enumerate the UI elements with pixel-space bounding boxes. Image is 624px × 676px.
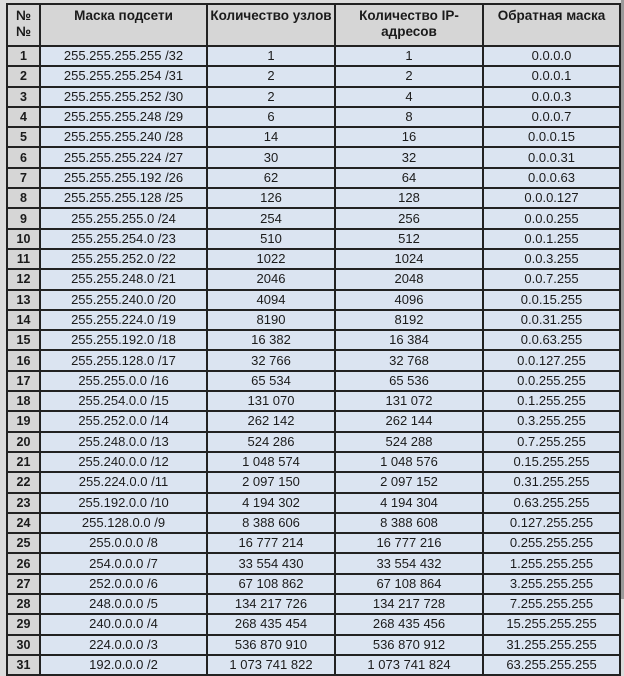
- wildcard-mask-cell: 0.0.1.255: [483, 229, 620, 249]
- subnet-mask-cell: 255.255.255.252 /30: [40, 87, 207, 107]
- subnet-mask-cell: 248.0.0.0 /5: [40, 594, 207, 614]
- table-row: [7, 208, 620, 228]
- hosts-count-cell: 2: [207, 87, 335, 107]
- wildcard-mask-cell: 0.15.255.255: [483, 452, 620, 472]
- hosts-count-cell: 262 142: [207, 411, 335, 431]
- wildcard-mask-cell: 0.0.255.255: [483, 371, 620, 391]
- table-row: [7, 188, 620, 208]
- table-row: [7, 411, 620, 431]
- row-number-cell: 12: [7, 269, 40, 289]
- hosts-count-cell: 131 070: [207, 391, 335, 411]
- wildcard-mask-cell: 0.0.0.0: [483, 46, 620, 66]
- subnet-mask-cell: 224.0.0.0 /3: [40, 635, 207, 655]
- table-row: [7, 655, 620, 675]
- subnet-mask-cell: 255.255.255.128 /25: [40, 188, 207, 208]
- ip-count-cell: 33 554 432: [335, 553, 483, 573]
- subnet-mask-cell: 255.240.0.0 /12: [40, 452, 207, 472]
- header-row: [7, 4, 620, 46]
- subnet-mask-cell: 255.224.0.0 /11: [40, 472, 207, 492]
- row-number-cell: 1: [7, 46, 40, 66]
- ip-count-cell: 2048: [335, 269, 483, 289]
- row-number-cell: 18: [7, 391, 40, 411]
- row-number-cell: 17: [7, 371, 40, 391]
- wildcard-mask-cell: 0.0.0.3: [483, 87, 620, 107]
- row-number-cell: 28: [7, 594, 40, 614]
- row-number-cell: 29: [7, 614, 40, 634]
- table-row: [7, 269, 620, 289]
- ip-count-cell: 512: [335, 229, 483, 249]
- table-row: [7, 66, 620, 86]
- wildcard-mask-cell: 31.255.255.255: [483, 635, 620, 655]
- ip-count-cell: 131 072: [335, 391, 483, 411]
- ip-count-cell: 256: [335, 208, 483, 228]
- table-row: [7, 229, 620, 249]
- row-number-cell: 6: [7, 147, 40, 167]
- subnet-mask-cell: 255.0.0.0 /8: [40, 533, 207, 553]
- ip-count-cell: 16 384: [335, 330, 483, 350]
- wildcard-mask-cell: 0.0.127.255: [483, 350, 620, 370]
- table-row: [7, 614, 620, 634]
- table-row: [7, 46, 620, 66]
- wildcard-mask-cell: 0.0.3.255: [483, 249, 620, 269]
- ip-count-cell: 1: [335, 46, 483, 66]
- table-row: [7, 432, 620, 452]
- row-number-cell: 7: [7, 168, 40, 188]
- ip-count-cell: 67 108 864: [335, 574, 483, 594]
- row-number-cell: 15: [7, 330, 40, 350]
- wildcard-mask-cell: 0.0.0.255: [483, 208, 620, 228]
- hosts-count-cell: 126: [207, 188, 335, 208]
- subnet-mask-cell: 255.255.254.0 /23: [40, 229, 207, 249]
- row-number-cell: 23: [7, 493, 40, 513]
- subnet-mask-cell: 255.254.0.0 /15: [40, 391, 207, 411]
- hosts-count-cell: 32 766: [207, 350, 335, 370]
- subnet-mask-cell: 255.192.0.0 /10: [40, 493, 207, 513]
- table-row: [7, 330, 620, 350]
- hosts-count-cell: 14: [207, 127, 335, 147]
- wildcard-mask-cell: 0.31.255.255: [483, 472, 620, 492]
- row-number-cell: 26: [7, 553, 40, 573]
- ip-count-cell: 262 144: [335, 411, 483, 431]
- subnet-mask-cell: 255.255.255.248 /29: [40, 107, 207, 127]
- subnet-mask-cell: 255.255.255.254 /31: [40, 66, 207, 86]
- wildcard-mask-cell: 0.0.0.63: [483, 168, 620, 188]
- ip-count-cell: 32: [335, 147, 483, 167]
- col-header-row-number: №№: [7, 4, 40, 46]
- row-number-cell: 4: [7, 107, 40, 127]
- hosts-count-cell: 30: [207, 147, 335, 167]
- subnet-mask-cell: 255.255.248.0 /21: [40, 269, 207, 289]
- row-number-cell: 27: [7, 574, 40, 594]
- wildcard-mask-cell: 0.0.7.255: [483, 269, 620, 289]
- ip-count-cell: 2 097 152: [335, 472, 483, 492]
- hosts-count-cell: 16 777 214: [207, 533, 335, 553]
- table-row: [7, 391, 620, 411]
- ip-count-cell: 65 536: [335, 371, 483, 391]
- wildcard-mask-cell: 0.63.255.255: [483, 493, 620, 513]
- table-row: [7, 147, 620, 167]
- row-number-cell: 19: [7, 411, 40, 431]
- row-number-cell: 9: [7, 208, 40, 228]
- hosts-count-cell: 65 534: [207, 371, 335, 391]
- ip-count-cell: 8192: [335, 310, 483, 330]
- row-number-cell: 20: [7, 432, 40, 452]
- table-row: [7, 249, 620, 269]
- ip-count-cell: 32 768: [335, 350, 483, 370]
- table-row: [7, 87, 620, 107]
- wildcard-mask-cell: 63.255.255.255: [483, 655, 620, 675]
- table-row: [7, 472, 620, 492]
- row-number-cell: 22: [7, 472, 40, 492]
- subnet-mask-cell: 255.255.255.255 /32: [40, 46, 207, 66]
- ip-count-cell: 536 870 912: [335, 635, 483, 655]
- hosts-count-cell: 8 388 606: [207, 513, 335, 533]
- subnet-mask-cell: 255.255.255.0 /24: [40, 208, 207, 228]
- ip-count-cell: 8 388 608: [335, 513, 483, 533]
- table-row: [7, 574, 620, 594]
- ip-count-cell: 16: [335, 127, 483, 147]
- table-row: [7, 493, 620, 513]
- hosts-count-cell: 1022: [207, 249, 335, 269]
- table-row: [7, 513, 620, 533]
- wildcard-mask-cell: 0.3.255.255: [483, 411, 620, 431]
- wildcard-mask-cell: 0.0.0.7: [483, 107, 620, 127]
- subnet-mask-table: [6, 3, 621, 676]
- wildcard-mask-cell: 3.255.255.255: [483, 574, 620, 594]
- subnet-mask-cell: 192.0.0.0 /2: [40, 655, 207, 675]
- hosts-count-cell: 2: [207, 66, 335, 86]
- wildcard-mask-cell: 0.0.0.15: [483, 127, 620, 147]
- wildcard-mask-cell: 0.0.0.31: [483, 147, 620, 167]
- table-row: [7, 635, 620, 655]
- hosts-count-cell: 16 382: [207, 330, 335, 350]
- subnet-mask-cell: 255.128.0.0 /9: [40, 513, 207, 533]
- table-header: [7, 4, 620, 46]
- wildcard-mask-cell: 0.0.63.255: [483, 330, 620, 350]
- table-row: [7, 594, 620, 614]
- subnet-mask-cell: 255.255.192.0 /18: [40, 330, 207, 350]
- row-number-cell: 13: [7, 290, 40, 310]
- table-row: [7, 168, 620, 188]
- col-header-wildcard-mask: Обратная маска: [483, 4, 620, 46]
- ip-count-cell: 16 777 216: [335, 533, 483, 553]
- wildcard-mask-cell: 7.255.255.255: [483, 594, 620, 614]
- wildcard-mask-cell: 0.7.255.255: [483, 432, 620, 452]
- table-row: [7, 533, 620, 553]
- col-header-hosts-count: Количество узлов: [207, 4, 335, 46]
- hosts-count-cell: 1 048 574: [207, 452, 335, 472]
- hosts-count-cell: 1 073 741 822: [207, 655, 335, 675]
- subnet-mask-cell: 255.255.0.0 /16: [40, 371, 207, 391]
- ip-count-cell: 4 194 304: [335, 493, 483, 513]
- wildcard-mask-cell: 0.255.255.255: [483, 533, 620, 553]
- hosts-count-cell: 6: [207, 107, 335, 127]
- row-number-cell: 16: [7, 350, 40, 370]
- row-number-cell: 8: [7, 188, 40, 208]
- subnet-mask-cell: 255.255.240.0 /20: [40, 290, 207, 310]
- subnet-mask-cell: 255.255.252.0 /22: [40, 249, 207, 269]
- wildcard-mask-cell: 0.127.255.255: [483, 513, 620, 533]
- ip-count-cell: 1 048 576: [335, 452, 483, 472]
- ip-count-cell: 128: [335, 188, 483, 208]
- table-row: [7, 553, 620, 573]
- col-header-ip-count: Количество IP-адресов: [335, 4, 483, 46]
- table-row: [7, 452, 620, 472]
- row-number-cell: 5: [7, 127, 40, 147]
- wildcard-mask-cell: 0.0.15.255: [483, 290, 620, 310]
- ip-count-cell: 524 288: [335, 432, 483, 452]
- ip-count-cell: 1 073 741 824: [335, 655, 483, 675]
- hosts-count-cell: 510: [207, 229, 335, 249]
- wildcard-mask-cell: 0.0.31.255: [483, 310, 620, 330]
- ip-count-cell: 1024: [335, 249, 483, 269]
- hosts-count-cell: 4 194 302: [207, 493, 335, 513]
- subnet-mask-cell: 254.0.0.0 /7: [40, 553, 207, 573]
- hosts-count-cell: 67 108 862: [207, 574, 335, 594]
- subnet-mask-cell: 255.255.128.0 /17: [40, 350, 207, 370]
- table-row: [7, 290, 620, 310]
- hosts-count-cell: 134 217 726: [207, 594, 335, 614]
- hosts-count-cell: 62: [207, 168, 335, 188]
- hosts-count-cell: 268 435 454: [207, 614, 335, 634]
- subnet-mask-cell: 240.0.0.0 /4: [40, 614, 207, 634]
- hosts-count-cell: 8190: [207, 310, 335, 330]
- table-row: [7, 107, 620, 127]
- subnet-mask-cell: 255.255.255.192 /26: [40, 168, 207, 188]
- table-row: [7, 371, 620, 391]
- row-number-cell: 30: [7, 635, 40, 655]
- row-number-cell: 2: [7, 66, 40, 86]
- row-number-cell: 14: [7, 310, 40, 330]
- wildcard-mask-cell: 1.255.255.255: [483, 553, 620, 573]
- table-row: [7, 310, 620, 330]
- hosts-count-cell: 2 097 150: [207, 472, 335, 492]
- row-number-cell: 21: [7, 452, 40, 472]
- subnet-mask-cell: 255.248.0.0 /13: [40, 432, 207, 452]
- ip-count-cell: 4: [335, 87, 483, 107]
- row-number-cell: 3: [7, 87, 40, 107]
- wildcard-mask-cell: 0.1.255.255: [483, 391, 620, 411]
- row-number-cell: 24: [7, 513, 40, 533]
- hosts-count-cell: 4094: [207, 290, 335, 310]
- ip-count-cell: 8: [335, 107, 483, 127]
- row-number-cell: 11: [7, 249, 40, 269]
- hosts-count-cell: 536 870 910: [207, 635, 335, 655]
- row-number-cell: 25: [7, 533, 40, 553]
- subnet-mask-cell: 252.0.0.0 /6: [40, 574, 207, 594]
- row-number-cell: 31: [7, 655, 40, 675]
- hosts-count-cell: 524 286: [207, 432, 335, 452]
- ip-count-cell: 268 435 456: [335, 614, 483, 634]
- hosts-count-cell: 2046: [207, 269, 335, 289]
- hosts-count-cell: 33 554 430: [207, 553, 335, 573]
- subnet-mask-cell: 255.255.224.0 /19: [40, 310, 207, 330]
- wildcard-mask-cell: 0.0.0.1: [483, 66, 620, 86]
- table-row: [7, 127, 620, 147]
- hosts-count-cell: 1: [207, 46, 335, 66]
- col-header-subnet-mask: Маска подсети: [40, 4, 207, 46]
- hosts-count-cell: 254: [207, 208, 335, 228]
- wildcard-mask-cell: 15.255.255.255: [483, 614, 620, 634]
- ip-count-cell: 134 217 728: [335, 594, 483, 614]
- wildcard-mask-cell: 0.0.0.127: [483, 188, 620, 208]
- ip-count-cell: 2: [335, 66, 483, 86]
- row-number-cell: 10: [7, 229, 40, 249]
- table-body: [7, 46, 620, 675]
- subnet-mask-cell: 255.255.255.240 /28: [40, 127, 207, 147]
- table-row: [7, 350, 620, 370]
- subnet-mask-cell: 255.255.255.224 /27: [40, 147, 207, 167]
- ip-count-cell: 64: [335, 168, 483, 188]
- ip-count-cell: 4096: [335, 290, 483, 310]
- subnet-mask-cell: 255.252.0.0 /14: [40, 411, 207, 431]
